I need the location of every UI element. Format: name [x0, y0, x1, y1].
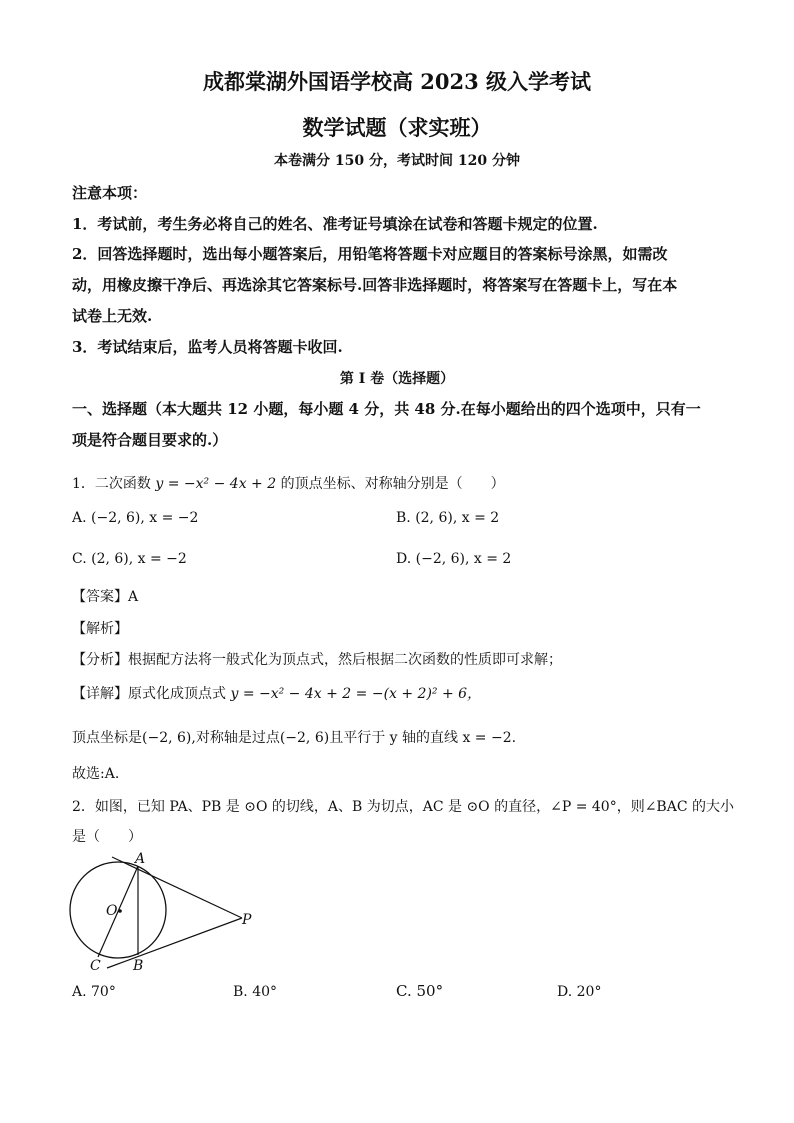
- note-item-2-line-2: 动，用橡皮擦干净后、再选涂其它答案标号.回答非选择题时，将答案写在答题卡上，写在本: [72, 276, 678, 294]
- label-c: C: [90, 958, 101, 974]
- tangent-pa: [112, 857, 242, 918]
- section-heading-line-1: 一、选择题（本大题共 12 小题，每小题 4 分，共 48 分.在每小题给出的四个选项中，只有一: [72, 400, 701, 418]
- q1-suffix: 的顶点坐标、对称轴分别是（ ）: [280, 476, 505, 492]
- q1-formula: y = −x² − 4x + 2: [155, 476, 277, 492]
- q2-stem-line-2: 是（ ）: [72, 829, 142, 845]
- q1-detail: [72, 684, 732, 704]
- q1-option-a: A. (−2, 6), x = −2: [72, 510, 199, 526]
- note-item-2-line-1: 2．回答选择题时，选出每小题答案后，用铅笔将答题卡对应题目的答案标号涂黑，如需改: [72, 245, 668, 263]
- q1-analysis-label: 【解析】: [72, 621, 128, 637]
- q1-option-c: C. (2, 6), x = −2: [72, 551, 187, 567]
- q1-fenxi: 【分析】根据配方法将一般式化为顶点式，然后根据二次函数的性质即可求解；: [72, 652, 562, 668]
- q2-figure: [62, 848, 272, 978]
- section-heading-line-2: 项是符合题目要求的.）: [72, 431, 228, 449]
- q2-stem-line-1: 2．如图，已知 PA、PB 是 ⊙O 的切线，A、B 为切点，AC 是 ⊙O 的直径，∠P = 40°，则∠BAC 的大小: [72, 799, 734, 815]
- notes-heading: 注意本项：: [72, 184, 148, 202]
- part-title: 第 I 卷（选择题）: [339, 371, 455, 387]
- note-item-2-line-3: 试卷上无效.: [72, 307, 153, 325]
- q2-option-b: B. 40°: [233, 984, 278, 1000]
- q1-vertex-line: 顶点坐标是(−2, 6),对称轴是过点(−2, 6)且平行于 y 轴的直线 x = −2.: [72, 730, 517, 746]
- label-p: P: [242, 912, 252, 928]
- center-dot: [118, 909, 122, 913]
- circle-o: [70, 862, 166, 958]
- q2-option-c: C. 50°: [396, 982, 444, 1000]
- label-o: O: [106, 903, 118, 919]
- label-a: A: [135, 851, 146, 867]
- q2-option-a: A. 70°: [72, 984, 116, 1000]
- q1-option-b: B. (2, 6), x = 2: [396, 510, 500, 526]
- score-info: 本卷满分 150 分，考试时间 120 分钟: [274, 153, 520, 169]
- school-title: 成都棠湖外国语学校高 2023 级入学考试: [202, 69, 592, 94]
- label-b: B: [133, 958, 144, 974]
- q1-answer: 【答案】A: [72, 589, 139, 605]
- q1-detail-prefix: 【详解】原式化成顶点式: [72, 686, 226, 702]
- q1-conclusion: 故选:A.: [72, 766, 120, 782]
- diameter-ac: [98, 866, 138, 957]
- note-item-1: 1．考试前，考生务必将自己的姓名、准考证号填涂在试卷和答题卡规定的位置.: [72, 215, 598, 233]
- q1-stem: [72, 474, 732, 494]
- tangent-pb: [107, 918, 242, 968]
- q1-prefix: 1．二次函数: [72, 476, 151, 492]
- q1-detail-formula: y = −x² − 4x + 2 = −(x + 2)² + 6，: [230, 686, 482, 702]
- q2-option-d: D. 20°: [557, 984, 602, 1000]
- q1-option-d: D. (−2, 6), x = 2: [396, 551, 512, 567]
- subject-title: 数学试题（求实班）: [302, 115, 492, 140]
- note-item-3: 3．考试结束后，监考人员将答题卡收回.: [72, 338, 343, 356]
